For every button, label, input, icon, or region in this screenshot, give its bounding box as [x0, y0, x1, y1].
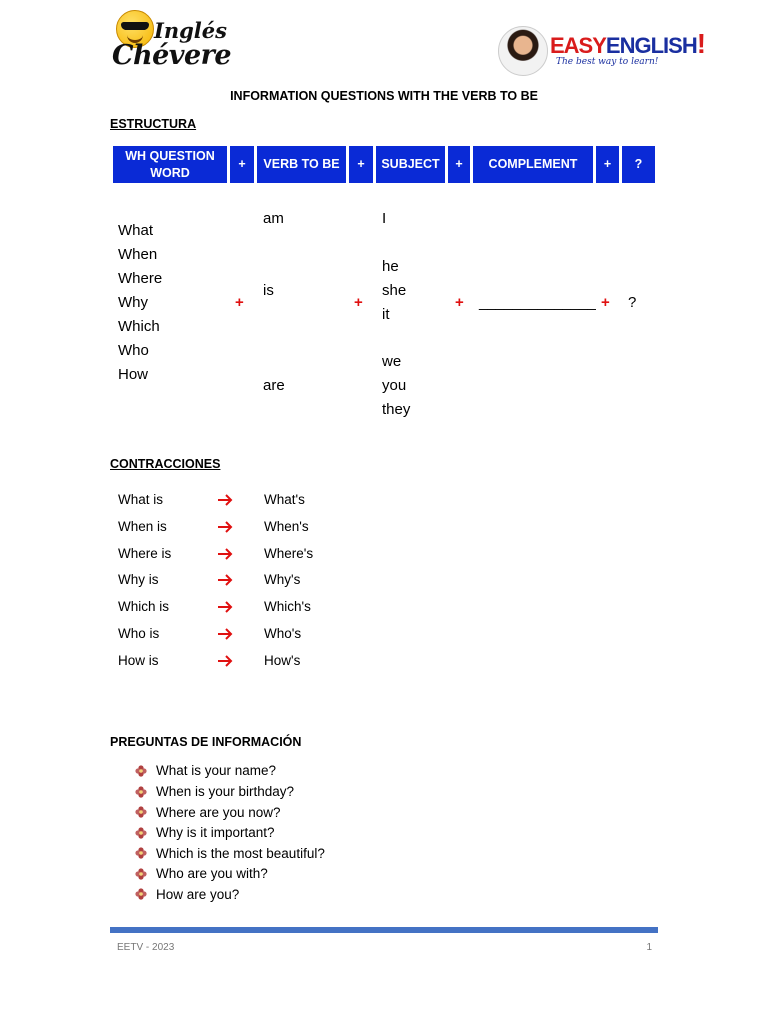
plus-sign: + — [235, 294, 244, 311]
logo-tagline: The best way to learn! — [556, 57, 659, 67]
ingles-chevere-logo — [110, 10, 232, 72]
flower-bullet-icon — [135, 868, 147, 880]
wh-word: Which — [118, 318, 160, 335]
red-arrow-right-icon — [217, 655, 233, 667]
contraction-full: Which is — [118, 599, 170, 614]
red-arrow-right-icon — [217, 548, 233, 560]
header-cell-plus-2: + — [349, 146, 373, 183]
subject-word: it — [382, 306, 390, 323]
footer-rule — [110, 927, 658, 933]
subject-word: I — [382, 210, 387, 227]
estructura-heading: ESTRUCTURA — [110, 117, 197, 131]
red-arrow-right-icon — [217, 628, 233, 640]
flower-bullet-icon — [135, 888, 147, 900]
contraction-short: Why's — [264, 572, 301, 587]
red-arrow-right-icon — [217, 601, 233, 613]
subject-word: they — [382, 401, 411, 418]
easy-english-logo — [498, 26, 706, 74]
question-item: Why is it important? — [156, 825, 275, 840]
contraction-full: Where is — [118, 546, 172, 561]
plus-sign: + — [455, 294, 464, 311]
header-cell-question-mark: ? — [622, 146, 655, 183]
easy-english-wordmark: EASYENGLISH! — [550, 28, 706, 59]
red-arrow-right-icon — [217, 521, 233, 533]
contraction-full: How is — [118, 653, 159, 668]
flower-bullet-icon — [135, 765, 147, 777]
logo-left-line2: Chévere — [112, 40, 232, 71]
flower-bullet-icon — [135, 806, 147, 818]
flower-bullet-icon — [135, 847, 147, 859]
wh-word: How — [118, 366, 149, 383]
wh-word: Who — [118, 342, 149, 359]
header-cell-plus-3: + — [448, 146, 470, 183]
flower-bullet-icon — [135, 827, 147, 839]
subject-word: she — [382, 282, 407, 299]
teacher-avatar — [498, 26, 548, 76]
question-item: Which is the most beautiful? — [156, 846, 325, 861]
header-cell-plus-1: + — [230, 146, 254, 183]
contraction-short: How's — [264, 653, 301, 668]
header-cell-complement: COMPLEMENT — [473, 146, 593, 183]
flower-bullet-icon — [135, 786, 147, 798]
contraction-short: What's — [264, 492, 305, 507]
header-cell-subject: SUBJECT — [376, 146, 445, 183]
contraction-full: Why is — [118, 572, 159, 587]
question-item: What is your name? — [156, 763, 277, 778]
subject-word: you — [382, 377, 407, 394]
red-arrow-right-icon — [217, 574, 233, 586]
contraction-short: When's — [264, 519, 309, 534]
question-item: Who are you with? — [156, 866, 268, 881]
header-cell-wh-question-word: WH QUESTION WORD — [113, 146, 227, 183]
page-number: 1 — [646, 942, 652, 953]
question-item: When is your birthday? — [156, 784, 295, 799]
header-cell-verb-to-be: VERB TO BE — [257, 146, 346, 183]
preguntas-heading: PREGUNTAS DE INFORMACIÓN — [110, 735, 302, 749]
question-mark: ? — [628, 294, 637, 311]
contraction-full: What is — [118, 492, 164, 507]
verb-word: are — [263, 377, 285, 394]
wh-word: Where — [118, 270, 163, 287]
red-arrow-right-icon — [217, 494, 233, 506]
header-cell-plus-4: + — [596, 146, 619, 183]
plus-sign: + — [601, 294, 610, 311]
plus-sign: + — [354, 294, 363, 311]
wh-word: What — [118, 222, 154, 239]
contracciones-heading: CONTRACCIONES — [110, 457, 221, 471]
contraction-short: Which's — [264, 599, 311, 614]
contraction-short: Who's — [264, 626, 302, 641]
contraction-full: Who is — [118, 626, 160, 641]
wh-word: When — [118, 246, 158, 263]
complement-blank: ______________ — [479, 294, 596, 311]
wh-word: Why — [118, 294, 148, 311]
subject-word: we — [382, 353, 402, 370]
document-title: INFORMATION QUESTIONS WITH THE VERB TO BE — [230, 89, 538, 103]
verb-word: am — [263, 210, 284, 227]
verb-word: is — [263, 282, 274, 299]
question-item: How are you? — [156, 887, 240, 902]
contraction-full: When is — [118, 519, 167, 534]
contraction-short: Where's — [264, 546, 314, 561]
footer-text: EETV - 2023 — [117, 942, 175, 953]
question-item: Where are you now? — [156, 805, 281, 820]
subject-word: he — [382, 258, 399, 275]
logo-left-line1: Inglés — [154, 18, 227, 43]
